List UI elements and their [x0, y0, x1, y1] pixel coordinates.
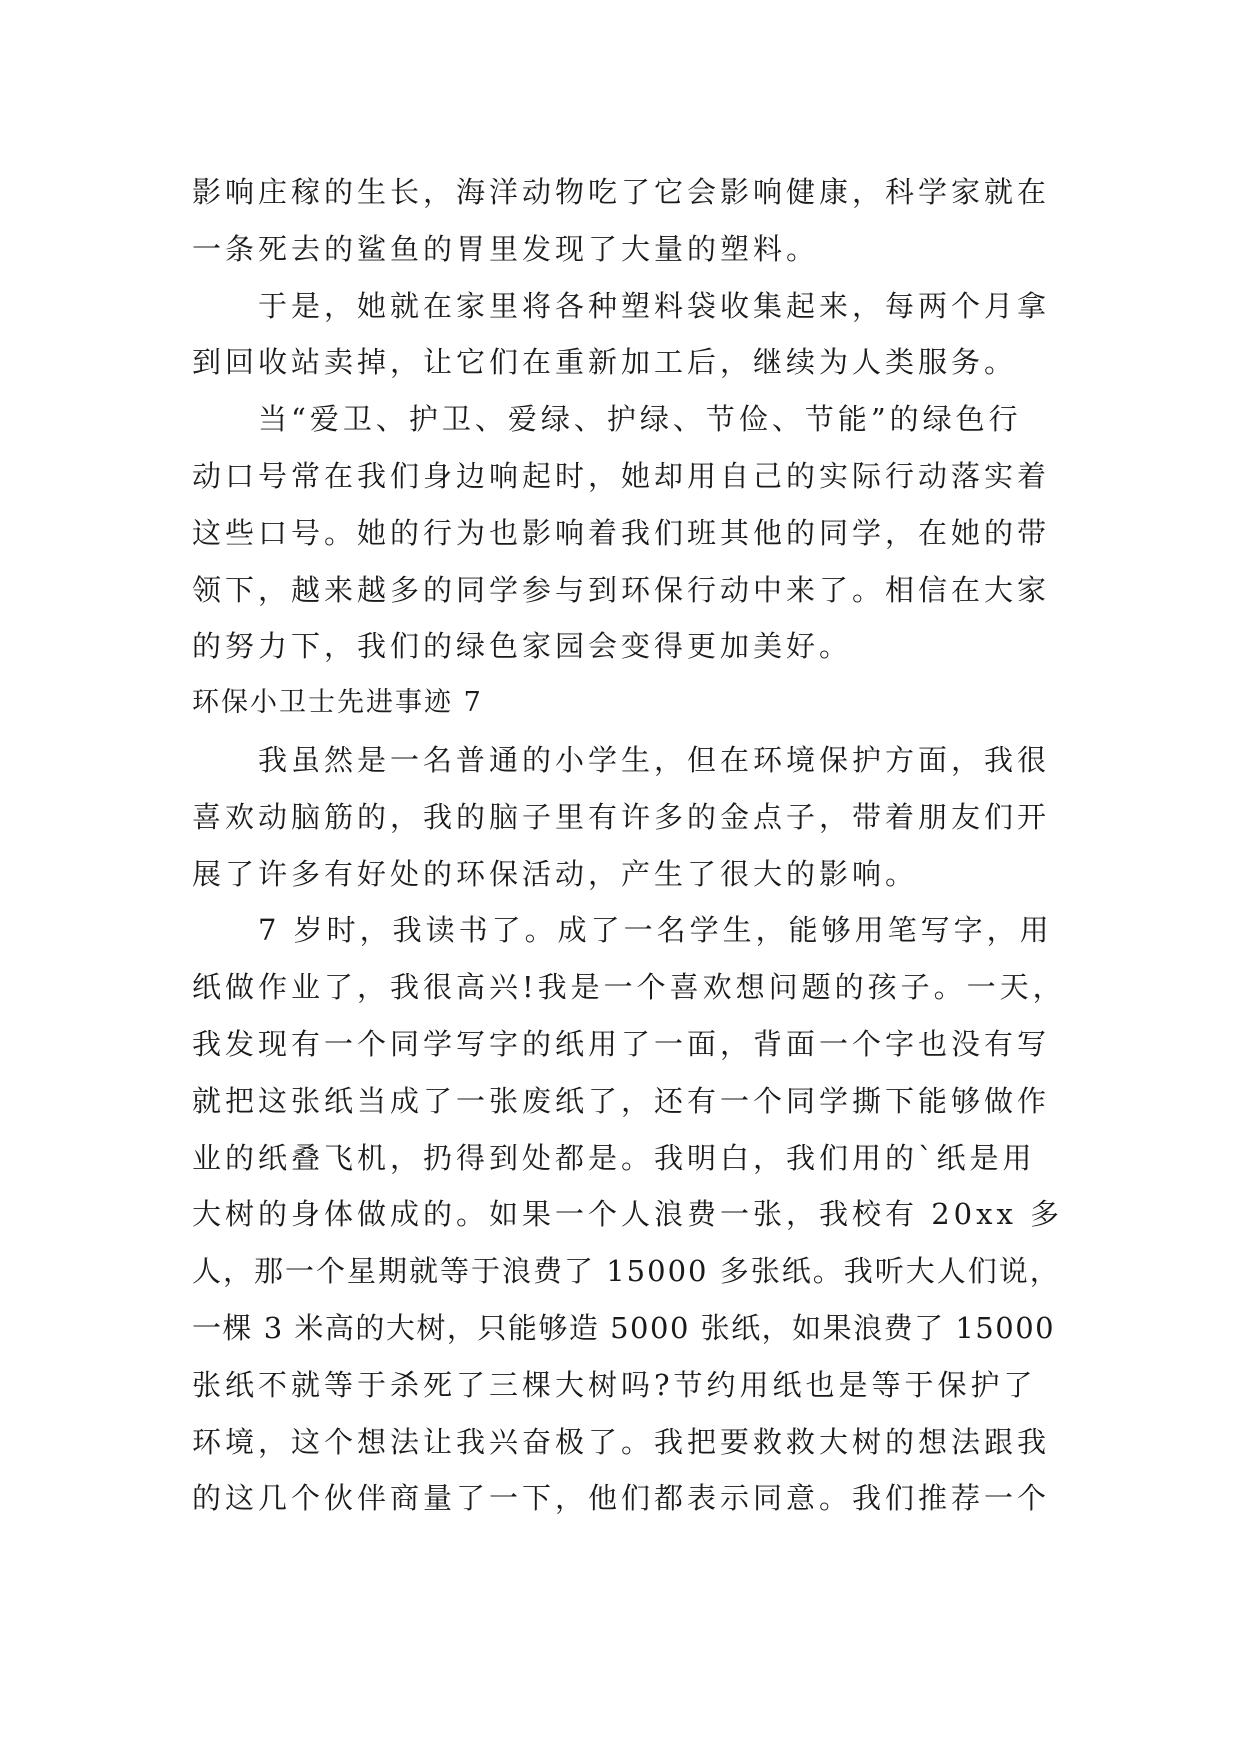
text-line-content: 环境，这个想法让我兴奋极了。我把要救救大树的想法跟我 — [192, 1424, 1051, 1459]
text-line-content: 这些口号。她的行为也影响着我们班其他的同学，在她的带 — [192, 515, 1051, 550]
text-line — [192, 732, 1072, 789]
text-line-content: 的努力下，我们的绿色家园会变得更加美好。 — [192, 629, 853, 664]
text-line-content: 影响庄稼的生长，海洋动物吃了它会影响健康，科学家就在 — [192, 175, 1051, 209]
text-line — [192, 1186, 1072, 1243]
text-line-content: 就把这张纸当成了一张废纸了，还有一个同学撕下能够做作 — [192, 1083, 1051, 1118]
text-line — [192, 846, 1072, 903]
text-line — [192, 1073, 1072, 1130]
text-line-content: 一棵 3 米高的大树，只能够造 5000 张纸，如果浪费了 15000 — [192, 1310, 1056, 1345]
text-line-content: 当“爱卫、护卫、爱绿、护绿、节俭、节能”的绿色行 — [258, 402, 1022, 437]
text-line-content: 大树的身体做成的。如果一个人浪费一张，我校有 20xx 多 — [192, 1197, 1064, 1232]
text-line — [192, 618, 1072, 675]
text-line — [192, 1243, 1072, 1300]
document-body — [192, 164, 1072, 1527]
text-line-content: 7 岁时，我读书了。成了一名学生，能够用笔写字，用 — [258, 913, 1053, 948]
text-line — [192, 278, 1072, 335]
text-line — [192, 562, 1072, 619]
text-line-content: 于是，她就在家里将各种塑料袋收集起来，每两个月拿 — [258, 288, 1051, 323]
text-line-content: 纸做作业了，我很高兴!我是一个喜欢想问题的孩子。一天， — [192, 970, 1066, 1005]
section-heading-text: 环保小卫士先进事迹 7 — [192, 687, 483, 719]
text-line — [192, 1016, 1072, 1073]
text-line-content: 到回收站卖掉，让它们在重新加工后，继续为人类服务。 — [192, 345, 1018, 380]
text-line — [192, 789, 1072, 846]
text-line — [192, 902, 1072, 959]
text-line-content: 的这几个伙伴商量了一下，他们都表示同意。我们推荐一个 — [192, 1481, 1051, 1516]
text-line — [192, 1470, 1072, 1527]
text-line-content: 一条死去的鲨鱼的胃里发现了大量的塑料。 — [192, 231, 820, 266]
text-line — [192, 1357, 1072, 1414]
text-line — [192, 164, 1072, 221]
text-line-content: 业的纸叠飞机，扔得到处都是。我明白，我们用的`纸是用 — [192, 1140, 1036, 1175]
text-line-content: 展了许多有好处的环保活动，产生了很大的影响。 — [192, 856, 919, 891]
text-line-content: 动口号常在我们身边响起时，她却用自己的实际行动落实着 — [192, 458, 1051, 493]
text-line — [192, 1414, 1072, 1471]
section-heading — [192, 675, 1072, 732]
text-line — [192, 448, 1072, 505]
text-line-content: 我虽然是一名普通的小学生，但在环境保护方面，我很 — [258, 742, 1051, 777]
text-line-content: 我发现有一个同学写字的纸用了一面，背面一个字也没有写 — [192, 1026, 1051, 1061]
text-line-content: 人，那一个星期就等于浪费了 15000 多张纸。我听大人们说， — [192, 1254, 1061, 1289]
text-line — [192, 505, 1072, 562]
text-line — [192, 959, 1072, 1016]
text-line-content: 领下，越来越多的同学参与到环保行动中来了。相信在大家 — [192, 572, 1051, 607]
text-line-content: 张纸不就等于杀死了三棵大树吗?节约用纸也是等于保护了 — [192, 1367, 1037, 1402]
text-line — [192, 334, 1072, 391]
text-line — [192, 1130, 1072, 1187]
text-line-content: 喜欢动脑筋的，我的脑子里有许多的金点子，带着朋友们开 — [192, 799, 1051, 834]
text-line — [192, 391, 1072, 448]
text-line — [192, 1300, 1072, 1357]
text-line — [192, 221, 1072, 278]
